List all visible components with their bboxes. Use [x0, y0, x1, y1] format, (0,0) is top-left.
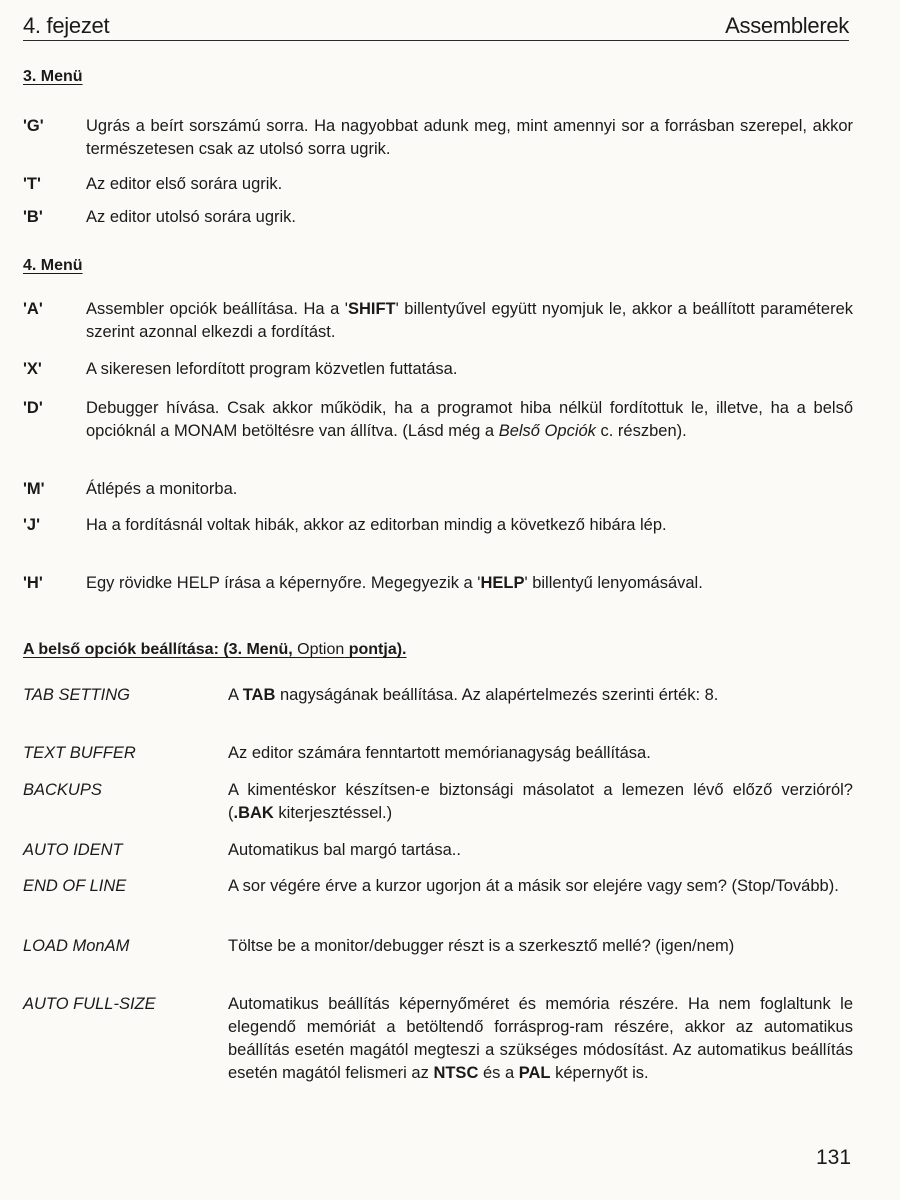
menu-entry-m — [23, 478, 853, 501]
option-text-buffer — [23, 742, 853, 765]
page-number: 131 — [816, 1146, 852, 1169]
option-desc: A TAB nagyságának beállítása. Az alapértelmezés szerinti érték: 8. — [228, 686, 719, 704]
option-load-monam — [23, 935, 853, 958]
menu-entry-d — [23, 397, 853, 443]
menu-entry-x — [23, 358, 853, 381]
menu-desc: Assembler opciók beállítása. Ha a 'SHIFT' billentyűvel együtt nyomjuk le, akkor a beállított paraméterek szerint azonnal elkezdi a fordítást. — [86, 300, 853, 341]
menu-desc: Ha a fordításnál voltak hibák, akkor az editorban mindig a következő hibára lép. — [86, 516, 667, 534]
menu-entry-a — [23, 298, 853, 344]
option-desc: Töltse be a monitor/debugger részt is a szerkesztő mellé? (igen/nem) — [228, 937, 735, 955]
chapter-label: 4. fejezet — [23, 13, 110, 38]
menu-key: 'B' — [23, 208, 43, 226]
menu-entry-j — [23, 514, 853, 537]
menu-desc: A sikeresen lefordított program közvetlen futtatása. — [86, 360, 458, 378]
menu-entry-b — [23, 206, 853, 229]
menu-key: 'J' — [23, 516, 41, 534]
menu-desc: Ugrás a beírt sorszámú sorra. Ha nagyobbat adunk meg, mint amennyi sor a forrásban szerepel, akkor természetesen csak az utolsó sorra ugrik. — [86, 117, 853, 158]
section-title-menu4: 4. Menü — [23, 257, 83, 274]
menu-desc: Egy rövidke HELP írása a képernyőre. Megegyezik a 'HELP' billentyű lenyomásával. — [86, 574, 703, 592]
option-name: TEXT BUFFER — [23, 744, 136, 762]
menu-entry-h — [23, 572, 853, 595]
option-name: AUTO IDENT — [23, 841, 123, 859]
menu-key: 'H' — [23, 574, 43, 592]
menu-key: 'D' — [23, 399, 43, 417]
option-backups — [23, 779, 853, 825]
option-name: LOAD MonAM — [23, 937, 130, 955]
option-desc: A sor végére érve a kurzor ugorjon át a másik sor elejére vagy sem? (Stop/Tovább). — [228, 877, 839, 895]
menu-key: 'M' — [23, 480, 45, 498]
menu-key: 'G' — [23, 117, 44, 135]
option-tab-setting — [23, 684, 853, 707]
menu-entry-t — [23, 173, 853, 196]
chapter-title: Assemblerek — [725, 13, 849, 38]
option-desc: Automatikus beállítás képernyőméret és memória részére. Ha nem foglaltunk le elegendő memóriát a betöltendő forrásprog-ram részére, akkor az automatikus beállítás esetén magától megteszi a szükséges módosítást. Az automatikus beállítás esetén magától felismeri az NTSC és a PAL képernyőt is. — [228, 995, 853, 1082]
page-header — [23, 10, 849, 41]
option-auto-full-size — [23, 993, 853, 1085]
option-end-of-line — [23, 875, 853, 898]
menu-key: 'A' — [23, 300, 43, 318]
option-name: TAB SETTING — [23, 686, 130, 704]
option-desc: Az editor számára fenntartott memórianagyság beállítása. — [228, 744, 651, 762]
menu-desc: Az editor utolsó sorára ugrik. — [86, 208, 297, 226]
menu-desc: Az editor első sorára ugrik. — [86, 175, 283, 193]
menu-desc: Debugger hívása. Csak akkor működik, ha a programot hiba nélkül fordítottuk le, illetve, ha a belső opcióknál a MONAM betöltésre van állítva. (Lásd még a Belső Opciók c. részben). — [86, 399, 853, 440]
section-title-menu3: 3. Menü — [23, 68, 83, 85]
menu-desc: Átlépés a monitorba. — [86, 480, 238, 498]
option-desc: A kimentéskor készítsen-e biztonsági másolatot a lemezen lévő előző verzióról? (.BAK kiterjesztéssel.) — [228, 781, 853, 822]
option-name: BACKUPS — [23, 781, 102, 799]
option-auto-ident — [23, 839, 853, 862]
section-title-options: A belső opciók beállítása: (3. Menü, Option pontja). — [23, 641, 407, 658]
option-name: AUTO FULL-SIZE — [23, 995, 156, 1013]
option-desc: Automatikus bal margó tartása.. — [228, 841, 461, 859]
menu-key: 'X' — [23, 360, 42, 378]
option-name: END OF LINE — [23, 877, 127, 895]
menu-entry-g — [23, 115, 853, 161]
menu-key: 'T' — [23, 175, 41, 193]
